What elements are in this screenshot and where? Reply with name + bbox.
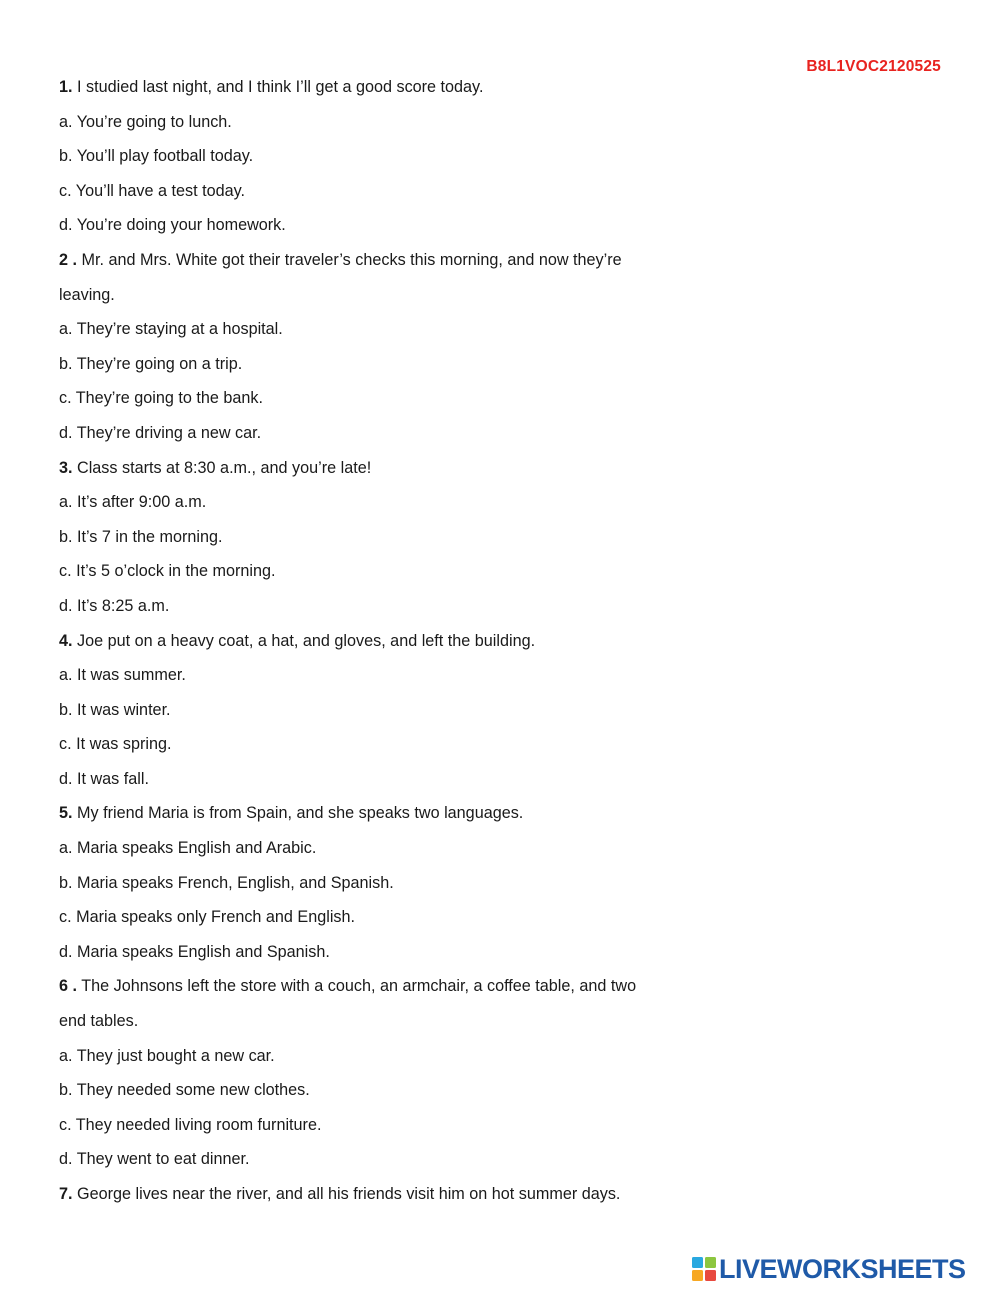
option-d: d. You’re doing your homework. (59, 216, 286, 235)
liveworksheets-logo-icon (692, 1257, 716, 1281)
question-stem: 5. My friend Maria is from Spain, and she speaks two languages. (59, 804, 524, 823)
option-a: a. You’re going to lunch. (59, 112, 232, 131)
logo-text: LIVEWORKSHEETS (719, 1254, 966, 1284)
option-b: b. You’ll play football today. (59, 147, 254, 166)
option-c: c. You’ll have a test today. (59, 181, 245, 200)
question-4 (59, 624, 759, 797)
option-d: d. It was fall. (59, 769, 149, 788)
option-d: d. Maria speaks English and Spanish. (59, 942, 330, 961)
option-b: b. It was winter. (59, 700, 171, 719)
option-c: c. Maria speaks only French and English. (59, 908, 356, 927)
question-3 (59, 451, 759, 624)
option-a: a. They’re staying at a hospital. (59, 320, 283, 339)
option-c: c. It was spring. (59, 735, 172, 754)
worksheet-code: B8L1VOC2120525 (806, 58, 941, 75)
option-b: b. Maria speaks French, English, and Spanish. (59, 873, 394, 892)
question-stem: 2 . Mr. and Mrs. White got their traveler’s checks this morning, and now they’re (59, 250, 622, 269)
question-stem: 1. I studied last night, and I think I’ll get a good score today. (59, 78, 484, 96)
question-6 (59, 969, 759, 1177)
option-c: c. They’re going to the bank. (59, 389, 263, 408)
option-b: b. They needed some new clothes. (59, 1081, 310, 1100)
question-number: 2 . (59, 250, 77, 269)
option-d: d. They went to eat dinner. (59, 1150, 250, 1169)
question-number: 5. (59, 804, 73, 823)
question-number: 7. (59, 1185, 73, 1203)
option-a: a. Maria speaks English and Arabic. (59, 839, 317, 858)
option-a: a. They just bought a new car. (59, 1046, 275, 1065)
question-1 (59, 70, 759, 243)
question-stem: 3. Class starts at 8:30 a.m., and you’re late! (59, 458, 372, 477)
question-2 (59, 243, 759, 451)
question-stem: 4. Joe put on a heavy coat, a hat, and gloves, and left the building. (59, 631, 536, 650)
option-d: d. They’re driving a new car. (59, 423, 262, 442)
option-b: b. It’s 7 in the morning. (59, 527, 223, 546)
liveworksheets-logo[interactable] (692, 1254, 966, 1284)
option-a: a. It was summer. (59, 666, 186, 685)
question-number: 4. (59, 631, 73, 650)
option-c: c. They needed living room furniture. (59, 1115, 322, 1134)
option-c: c. It’s 5 o’clock in the morning. (59, 562, 276, 581)
question-5 (59, 796, 759, 969)
question-list (59, 70, 759, 1212)
question-stem: 6 . The Johnsons left the store with a couch, an armchair, a coffee table, and two (59, 977, 637, 996)
question-stem-continued: leaving. (59, 285, 115, 304)
question-stem: 7. George lives near the river, and all his friends visit him on hot summer days. (59, 1185, 621, 1203)
option-b: b. They’re going on a trip. (59, 354, 243, 373)
question-number: 1. (59, 78, 73, 96)
option-a: a. It’s after 9:00 a.m. (59, 493, 207, 512)
option-d: d. It’s 8:25 a.m. (59, 596, 170, 615)
question-7 (59, 1177, 759, 1212)
question-number: 3. (59, 458, 73, 477)
question-stem-continued: end tables. (59, 1012, 139, 1031)
question-number: 6 . (59, 977, 77, 996)
